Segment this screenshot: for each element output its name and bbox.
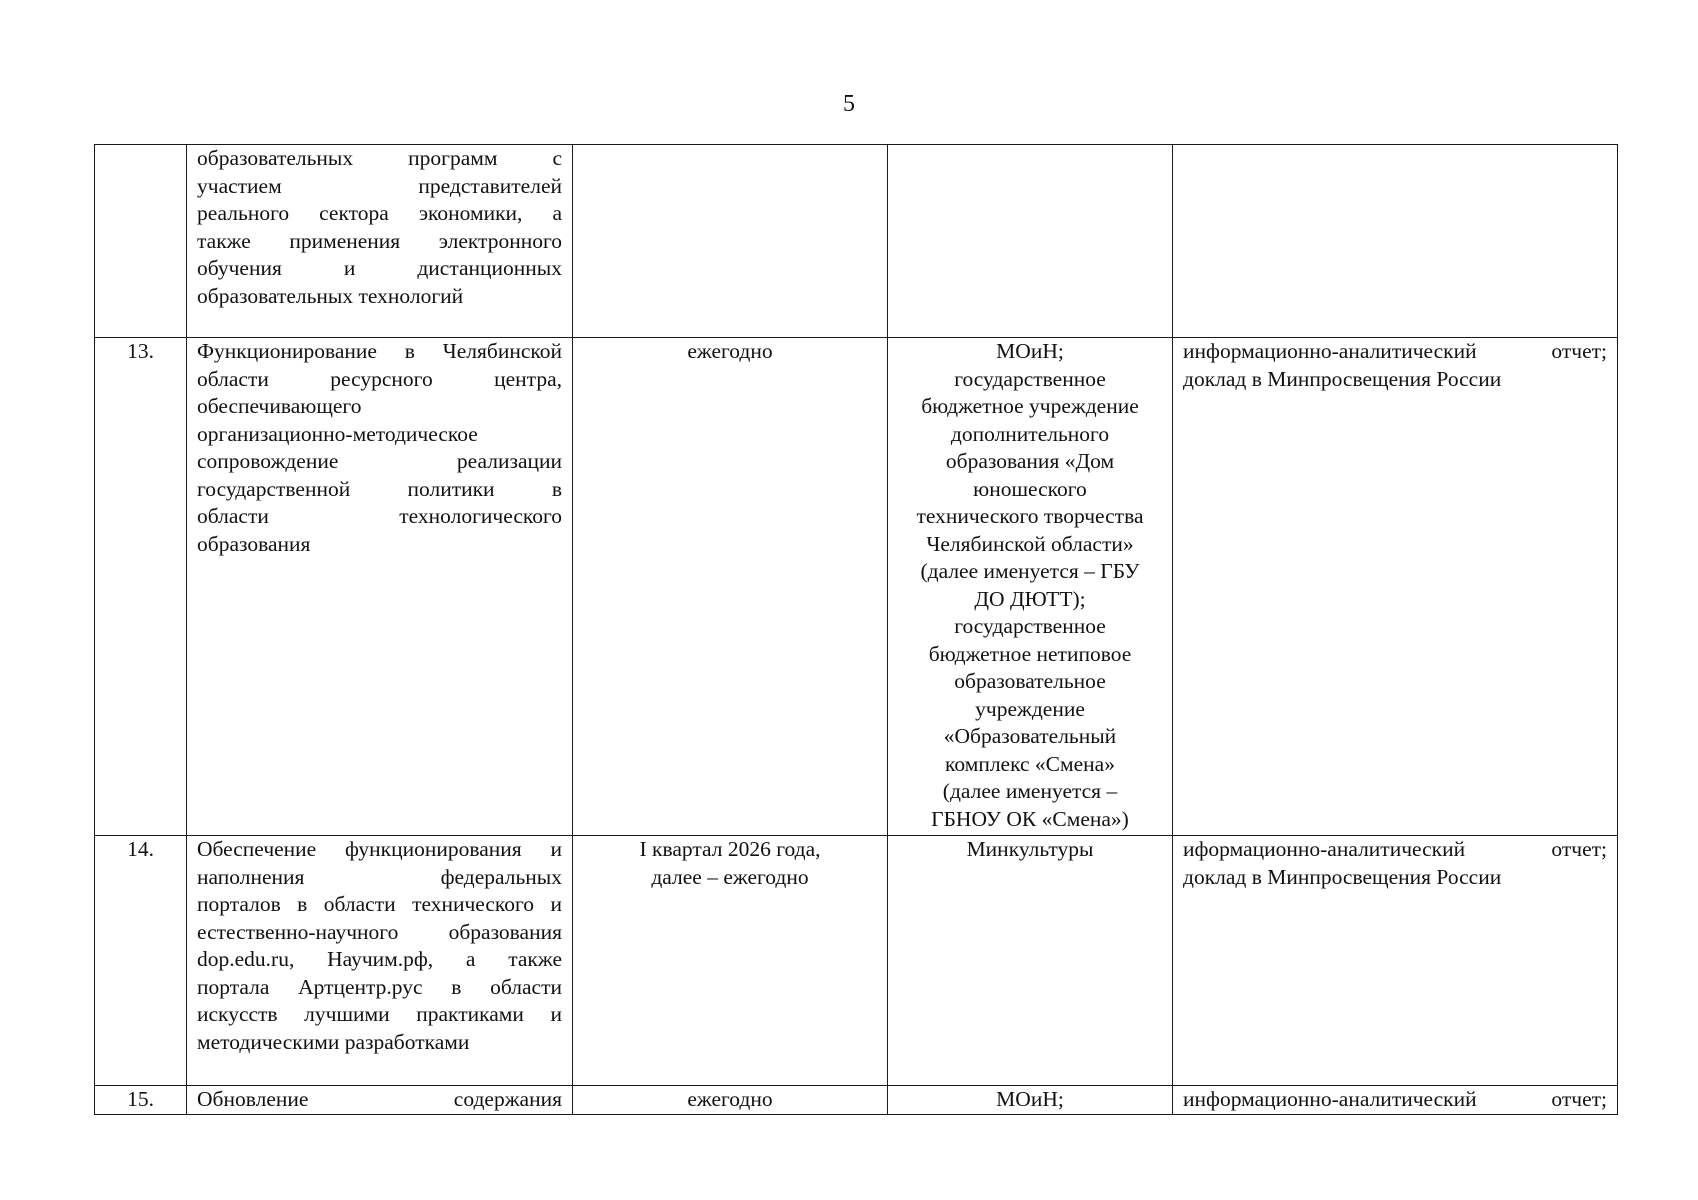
text-line: Функционирование в Челябинской: [197, 339, 562, 363]
text-line: Челябинской области»: [926, 531, 1134, 556]
text-line: наполнения федеральных: [197, 864, 562, 889]
text-line: методическими разработками: [197, 1029, 470, 1054]
text-line: информационно-аналитический отчет;: [1183, 1087, 1607, 1111]
text-line: государственное: [954, 366, 1106, 391]
term-cell: [573, 1086, 888, 1115]
term-cell: [573, 836, 888, 1086]
result-cell: [1173, 1086, 1618, 1115]
text-line: области технологического: [197, 504, 562, 528]
text-line: «Образовательный: [943, 724, 1117, 748]
text-line: искусств лучшими практиками и: [197, 1002, 562, 1026]
text-line: обеспечивающего: [197, 394, 362, 418]
text-line: доклад в Минпросвещения России: [1183, 864, 1502, 889]
text-line: образовательное: [954, 669, 1106, 693]
text-line: сопровождение реализации: [197, 449, 562, 473]
text-line: МОиН;: [996, 339, 1064, 363]
row-number: 13.: [95, 338, 187, 836]
text-line: комплекс «Смена»: [945, 751, 1115, 776]
text-line: образовательных технологий: [197, 283, 464, 308]
text-line: бюджетное учреждение: [921, 394, 1139, 418]
text-line: участием представителей: [197, 173, 562, 198]
text-line: dop.edu.ru, Научим.рф, а также: [197, 947, 562, 971]
text-line: государственной политики в: [197, 476, 562, 501]
text-line: далее – ежегодно: [651, 864, 809, 889]
executor-cell: [888, 836, 1173, 1086]
text-line: (далее именуется – ГБУ: [920, 559, 1140, 583]
row-number: 15.: [95, 1086, 187, 1115]
text-line: учреждение: [975, 696, 1085, 721]
text-line: Минкультуры: [966, 837, 1094, 861]
table-row-14: [95, 836, 1618, 1086]
page-number: 5: [843, 91, 855, 117]
text-line: ДО ДЮТТ);: [974, 586, 1086, 611]
text-line: порталов в области технического и: [197, 892, 562, 916]
text-line: естественно-научного образования: [197, 919, 562, 944]
table-row-continuation: [95, 145, 1618, 338]
text-line: бюджетное нетиповое: [928, 641, 1132, 666]
measure-name: [187, 836, 573, 1086]
text-line: ГБНОУ ОК «Смена»): [931, 806, 1129, 831]
text-line: образовательных программ с: [197, 146, 562, 170]
text-line: информационно-аналитический отчет;: [1183, 339, 1607, 363]
text-line: (далее именуется –: [942, 779, 1118, 803]
text-line: портала Артцентр.рус в области: [197, 974, 562, 999]
text-line: государственное: [954, 614, 1106, 638]
executor-cell: [888, 338, 1173, 836]
text-line: области ресурсного центра,: [197, 366, 562, 391]
text-line: реального сектора экономики, а: [197, 201, 562, 225]
measure-name: [187, 145, 573, 338]
text-line: организационно-методическое: [197, 421, 478, 446]
text-line: МОиН;: [996, 1087, 1064, 1111]
measure-name: [187, 1086, 573, 1115]
text-line: иформационно-аналитический отчет;: [1183, 837, 1607, 861]
text-line: также применения электронного: [197, 228, 562, 253]
term-cell: [573, 338, 888, 836]
text-line: Обеспечение функционирования и: [197, 837, 562, 861]
text-line: ежегодно: [687, 339, 773, 363]
text-line: доклад в Минпросвещения России: [1183, 366, 1502, 391]
executor-cell: [888, 1086, 1173, 1115]
measures-table: [94, 144, 1618, 1115]
text-line: Обновление содержания: [197, 1087, 562, 1111]
text-line: обучения и дистанционных: [197, 256, 562, 280]
text-line: технического творчества: [916, 504, 1144, 528]
table-row-13: [95, 338, 1618, 836]
result-cell: [1173, 145, 1618, 338]
result-cell: [1173, 836, 1618, 1086]
text-line: дополнительного: [950, 421, 1110, 446]
term-cell: [573, 145, 888, 338]
text-line: образования «Дом: [945, 449, 1115, 473]
text-line: ежегодно: [687, 1087, 773, 1111]
measure-name: [187, 338, 573, 836]
table-row-15: [95, 1086, 1618, 1115]
executor-cell: [888, 145, 1173, 338]
row-number: [95, 145, 187, 338]
row-number: 14.: [95, 836, 187, 1086]
text-line: юношеского: [973, 476, 1087, 501]
text-line: I квартал 2026 года,: [639, 837, 821, 861]
text-line: образования: [197, 531, 311, 556]
result-cell: [1173, 338, 1618, 836]
